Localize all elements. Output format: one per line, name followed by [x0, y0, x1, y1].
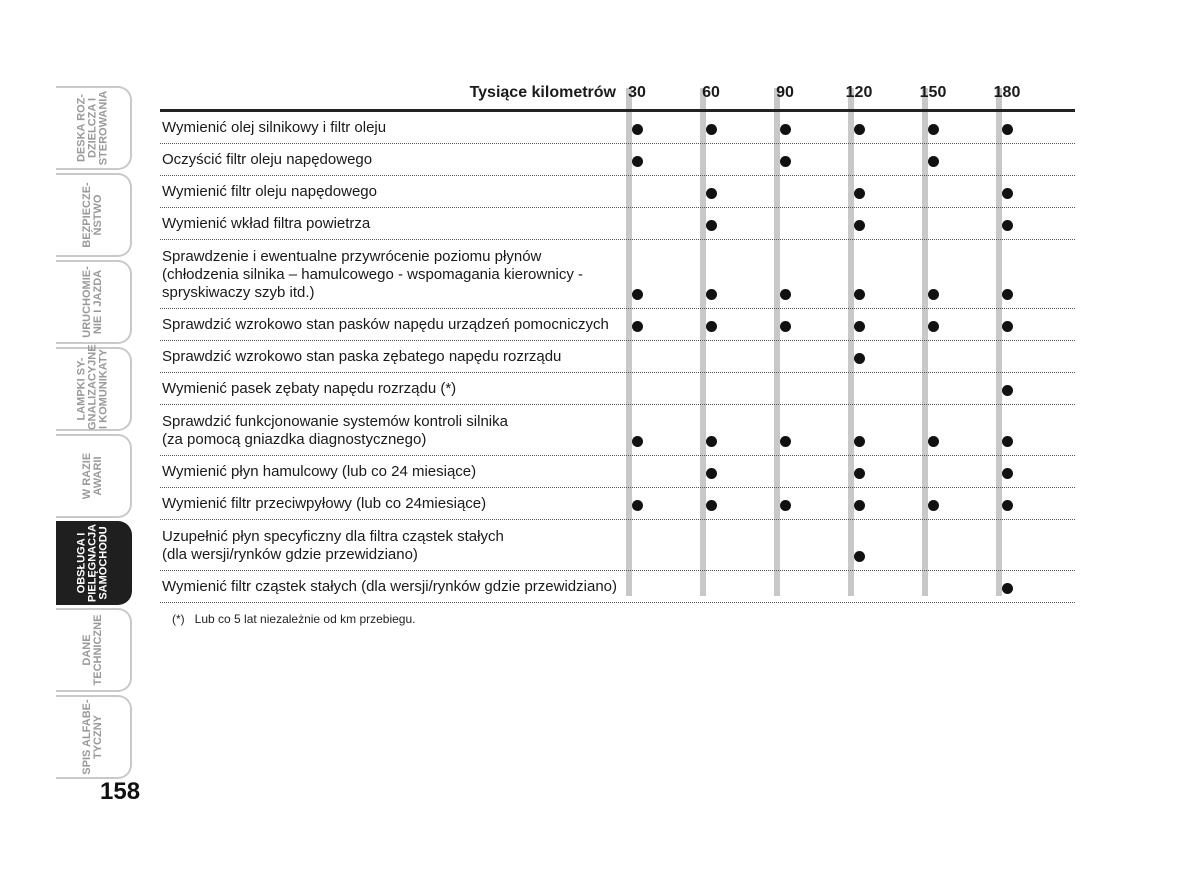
chapter-tab-label: DANE TECHNICZNE [81, 614, 104, 686]
interval-mark-60 [706, 500, 717, 511]
table-row [160, 405, 1075, 456]
header-km-90: 90 [776, 84, 794, 101]
header-label: Tysiące kilometrów [469, 84, 616, 101]
interval-mark-180 [1002, 436, 1013, 447]
interval-mark-180 [1002, 188, 1013, 199]
interval-mark-60 [706, 188, 717, 199]
table-row [160, 240, 1075, 309]
chapter-tab-2[interactable] [56, 173, 132, 257]
row-label: Sprawdzić funkcjonowanie systemów kontroli silnika (za pomocą gniazdka diagnostycznego) [162, 413, 508, 448]
interval-mark-180 [1002, 289, 1013, 300]
interval-mark-180 [1002, 385, 1013, 396]
interval-mark-30 [632, 124, 643, 135]
chapter-tab-1[interactable] [56, 86, 132, 170]
interval-mark-150 [928, 436, 939, 447]
interval-mark-180 [1002, 583, 1013, 594]
interval-mark-90 [780, 124, 791, 135]
interval-mark-90 [780, 436, 791, 447]
interval-mark-30 [632, 156, 643, 167]
chapter-tab-5[interactable] [56, 434, 132, 518]
row-label: Oczyścić filtr oleju napędowego [162, 151, 373, 168]
chapter-tab-8[interactable] [56, 695, 132, 779]
chapter-tab-label: OBSŁUGA I PIELĘGNACJA SAMOCHODU [75, 523, 110, 603]
row-label: Wymienić płyn hamulcowy (lub co 24 miesiące) [162, 463, 477, 480]
row-label: Uzupełnić płyn specyficzny dla filtra cząstek stałych (dla wersji/rynków gdzie przewidziano) [162, 528, 504, 563]
chapter-tab-3[interactable] [56, 260, 132, 344]
interval-mark-120 [854, 436, 865, 447]
table-header [160, 80, 1075, 112]
chapter-tab-label: W RAZIE AWARII [81, 452, 104, 500]
interval-mark-30 [632, 436, 643, 447]
table-row [160, 373, 1075, 405]
table-row [160, 144, 1075, 176]
maintenance-schedule-table [160, 80, 1075, 603]
table-row [160, 488, 1075, 520]
interval-mark-90 [780, 500, 791, 511]
interval-mark-30 [632, 321, 643, 332]
chapter-tab-label: SPIS ALFABE- TYCZNY [81, 699, 104, 775]
chapter-tab-label: BEZPIECZE- ŃSTWO [81, 182, 104, 248]
chapter-tab-4[interactable] [56, 344, 132, 431]
chapter-tab-label: URUCHOMIE- NIE I JAZDA [81, 266, 104, 338]
interval-mark-150 [928, 500, 939, 511]
interval-mark-180 [1002, 124, 1013, 135]
footnote-text: Lub co 5 lat niezależnie od km przebiegu. [194, 612, 416, 626]
interval-mark-30 [632, 500, 643, 511]
interval-mark-60 [706, 220, 717, 231]
interval-mark-60 [706, 124, 717, 135]
interval-mark-120 [854, 353, 865, 364]
row-label: Wymienić filtr cząstek stałych (dla wersji/rynków gdzie przewidziano) [162, 578, 618, 595]
interval-mark-150 [928, 321, 939, 332]
interval-mark-90 [780, 321, 791, 332]
chapter-tab-6[interactable] [56, 521, 132, 605]
interval-mark-30 [632, 289, 643, 300]
interval-mark-120 [854, 220, 865, 231]
header-km-120: 120 [845, 84, 873, 101]
interval-mark-120 [854, 124, 865, 135]
interval-mark-90 [780, 289, 791, 300]
interval-mark-120 [854, 551, 865, 562]
row-label: Sprawdzenie i ewentualne przywrócenie poziomu płynów (chłodzenia silnika – hamulcowego - wspomagania kierownicy - spryskiwaczy szyb itd.) [162, 248, 584, 301]
table-row [160, 341, 1075, 373]
chapter-tab-7[interactable] [56, 608, 132, 692]
interval-mark-60 [706, 321, 717, 332]
chapter-tab-label: LAMPKI SY- GNALIZACYJNE I KOMUNIKATY [75, 344, 110, 430]
table-row [160, 208, 1075, 240]
interval-mark-150 [928, 124, 939, 135]
row-label: Wymienić filtr oleju napędowego [162, 183, 377, 200]
interval-mark-60 [706, 468, 717, 479]
interval-mark-120 [854, 500, 865, 511]
table-row [160, 309, 1075, 341]
interval-mark-180 [1002, 220, 1013, 231]
chapter-tab-label: DESKA ROZ- DZIELCZA I STEROWANIA [75, 90, 110, 166]
row-label: Sprawdzić wzrokowo stan pasków napędu urządzeń pomocniczych [162, 316, 609, 333]
table-row [160, 571, 1075, 603]
interval-mark-150 [928, 156, 939, 167]
footnote [172, 612, 425, 626]
row-label: Wymienić filtr przeciwpyłowy (lub co 24miesiące) [162, 495, 487, 512]
interval-mark-180 [1002, 500, 1013, 511]
interval-mark-90 [780, 156, 791, 167]
page-number: 158 [100, 778, 141, 805]
header-km-30: 30 [628, 84, 646, 101]
row-label: Wymienić pasek zębaty napędu rozrządu (*) [162, 380, 457, 397]
interval-mark-120 [854, 289, 865, 300]
footnote-marker: (*) [172, 612, 185, 626]
table-row [160, 520, 1075, 571]
interval-mark-60 [706, 289, 717, 300]
table-row [160, 456, 1075, 488]
interval-mark-120 [854, 188, 865, 199]
table-row [160, 176, 1075, 208]
row-label: Wymienić olej silnikowy i filtr oleju [162, 119, 387, 136]
row-label: Sprawdzić wzrokowo stan paska zębatego napędu rozrządu [162, 348, 562, 365]
table-row [160, 112, 1075, 144]
interval-mark-120 [854, 321, 865, 332]
header-km-180: 180 [993, 84, 1021, 101]
interval-mark-120 [854, 468, 865, 479]
header-km-150: 150 [919, 84, 947, 101]
interval-mark-180 [1002, 321, 1013, 332]
interval-mark-180 [1002, 468, 1013, 479]
header-km-60: 60 [702, 84, 720, 101]
interval-mark-60 [706, 436, 717, 447]
interval-mark-150 [928, 289, 939, 300]
row-label: Wymienić wkład filtra powietrza [162, 215, 371, 232]
